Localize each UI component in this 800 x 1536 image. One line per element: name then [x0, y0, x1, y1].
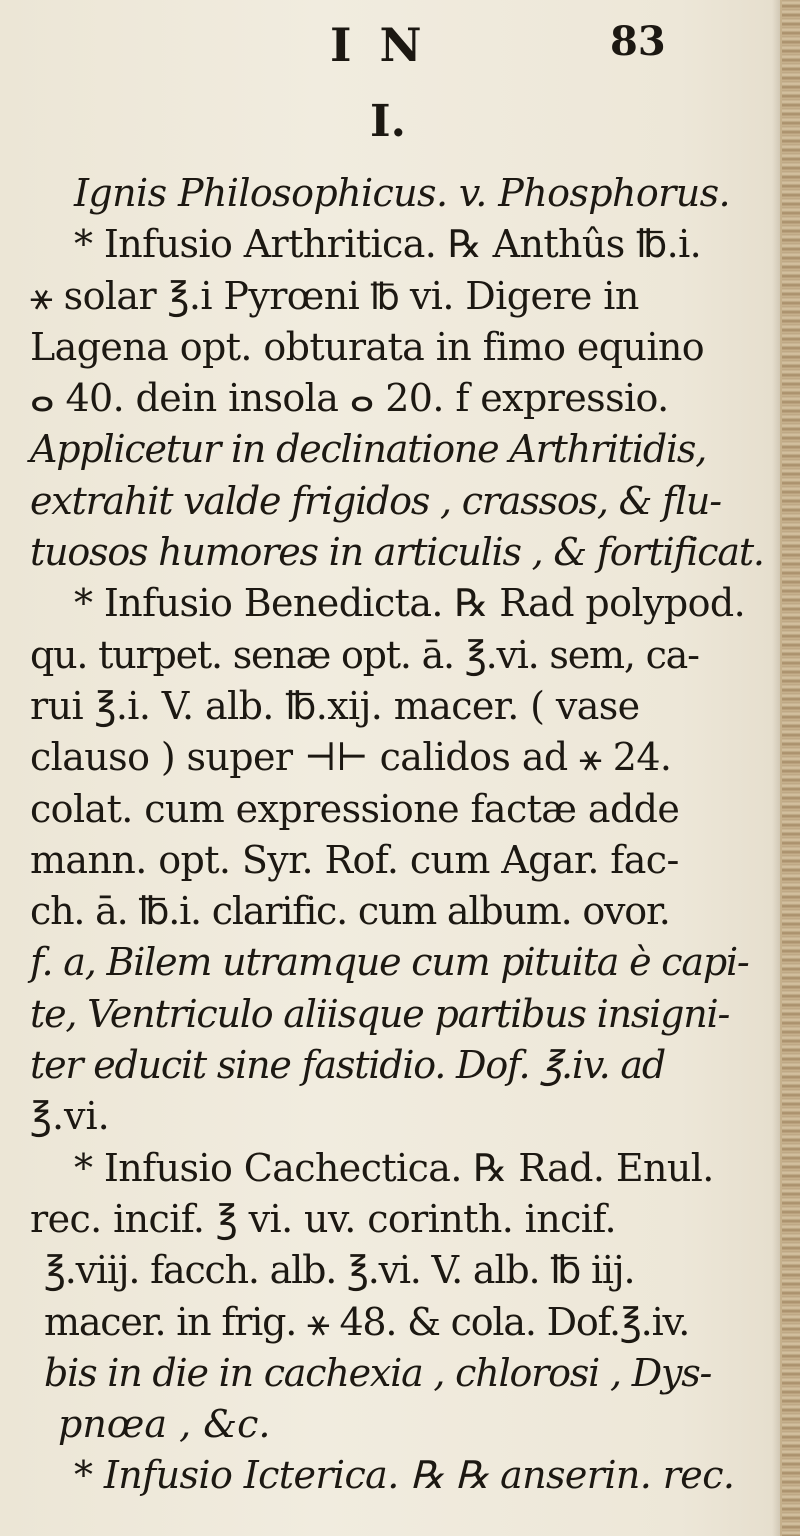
- text-line: ℥.viij. facch. alb. ℥.vi. V. alb. ℔ iij.: [44, 1248, 635, 1293]
- text-line: ch. ā. ℔.i. clarific. cum album. ovor.: [30, 889, 670, 934]
- text-line: * Infusio Icterica. ℞ ℞ anserin. rec.: [74, 1453, 735, 1498]
- text-line: * Infusio Cachectica. ℞ Rad. Enul.: [74, 1145, 714, 1190]
- text-line: rui ℥.i. V. alb. ℔.xij. macer. ( vase: [30, 683, 640, 728]
- section-letter: I.: [370, 96, 406, 147]
- text-line: te, Ventriculo aliisque partibus insigni-: [30, 991, 730, 1036]
- running-head: I N: [330, 18, 428, 72]
- text-line: ℥.vi.: [30, 1094, 110, 1139]
- text-line: extrahit valde frigidos , crassos, & flu-: [30, 478, 721, 523]
- text-line: Ignis Philosophicus. v. Phosphorus.: [74, 171, 730, 215]
- text-line: f. a, Bilem utramque cum pituita è capi-: [30, 940, 749, 985]
- text-line: mann. opt. Syr. Rof. cum Agar. fac-: [30, 837, 679, 882]
- text-line: ⴰ 40. dein insola ⴰ 20. f expressio.: [30, 376, 669, 421]
- text-line: * Infusio Benedicta. ℞ Rad polypod.: [74, 581, 746, 626]
- body-text: [30, 168, 765, 1502]
- text-line: colat. cum expressione factæ adde: [30, 786, 680, 831]
- text-line: qu. turpet. senæ opt. ā. ℥.vi. sem, ca-: [30, 632, 699, 677]
- text-line: bis in die in cachexia , chlorosi , Dys-: [44, 1350, 712, 1395]
- text-line: tuosos humores in articulis , & fortificat.: [30, 530, 764, 575]
- text-line: clauso ) super ⊣⊢ calidos ad ⚹ 24.: [30, 735, 672, 780]
- page-fore-edge: [780, 0, 800, 1536]
- text-line: Lagena opt. obturata in fimo equino: [30, 324, 705, 369]
- page-header: [0, 10, 780, 70]
- text-line: ⚹ solar ℥.i Pyrœni ℔ vi. Digere in: [30, 273, 639, 318]
- text-line: Applicetur in declinatione Arthritidis,: [30, 427, 707, 472]
- text-line: rec. incif. ℥ vi. uv. corinth. incif.: [30, 1196, 616, 1241]
- text-line: ter educit sine fastidio. Dof. ℥.iv. ad: [30, 1043, 665, 1088]
- text-line: macer. in frig. ⚹ 48. & cola. Dof.℥.iv.: [44, 1299, 690, 1344]
- text-line: pnœa , &c.: [58, 1402, 271, 1447]
- text-line: * Infusio Arthritica. ℞ Anthûs ℔.i.: [74, 222, 702, 267]
- page-number: 83: [610, 18, 666, 65]
